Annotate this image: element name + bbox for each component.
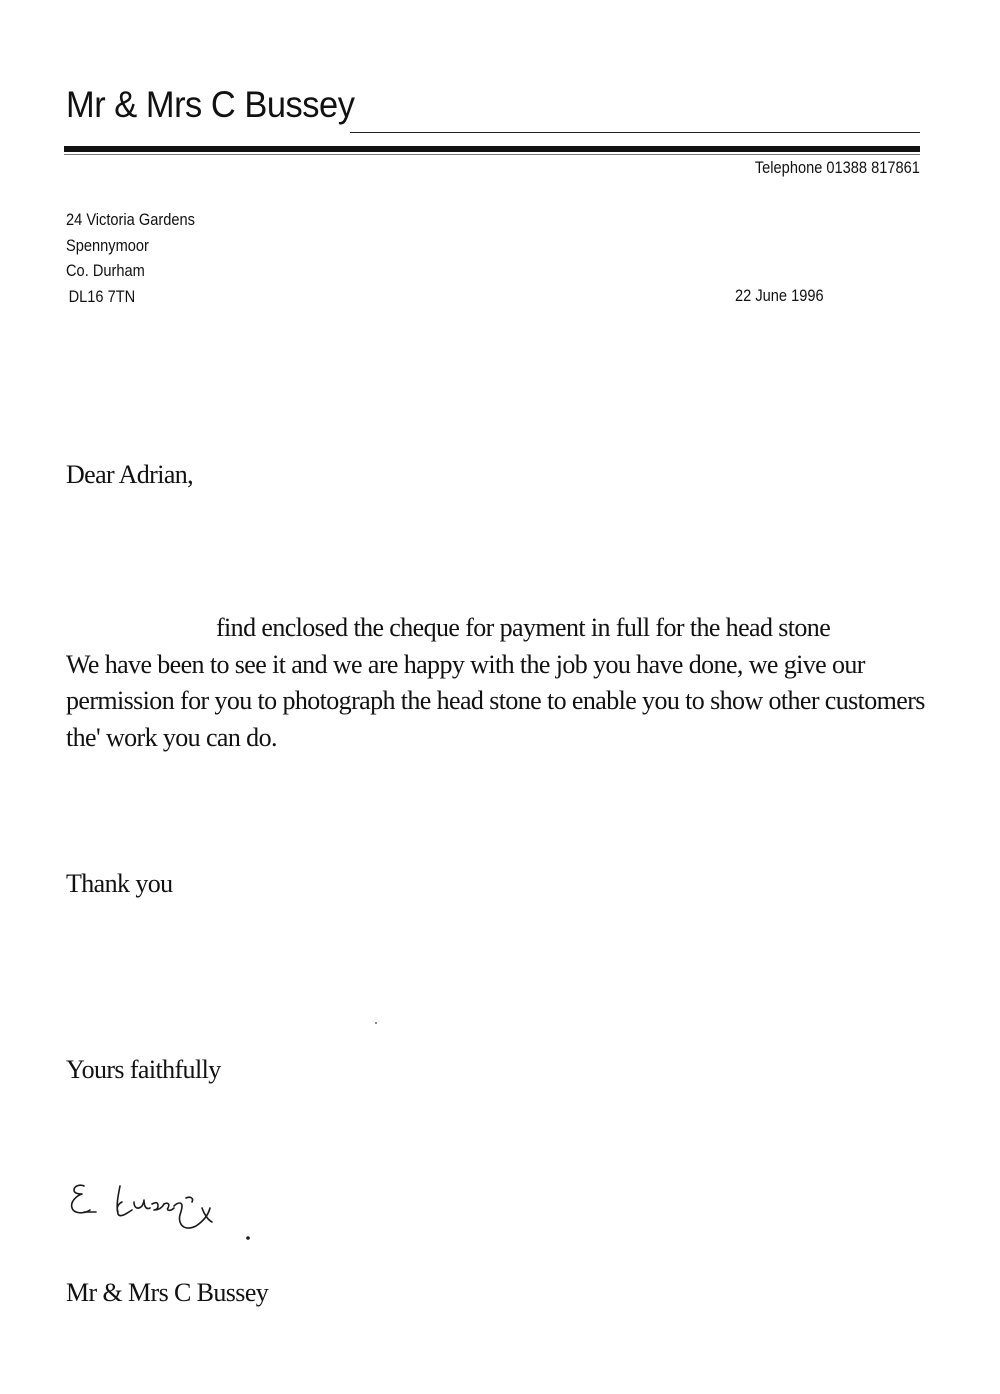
letterhead-under-rule <box>64 154 920 155</box>
address-line-street: 24 Victoria Gardens <box>66 210 195 229</box>
sender-address <box>66 207 195 309</box>
closing-sign-off: Yours faithfully <box>66 1055 221 1084</box>
address-postcode: DL16 7TN <box>68 286 136 306</box>
salutation: Dear Adrian, <box>66 460 194 489</box>
closing-thanks: Thank you <box>66 869 173 898</box>
letterhead-name: Mr & Mrs C Bussey <box>66 84 355 125</box>
body-line: the' work you can do. <box>66 722 277 752</box>
body-line: permission for you to photograph the head stone to enable you to show other customers <box>66 686 925 715</box>
letter-date: 22 June 1996 <box>735 286 824 305</box>
letter-body <box>66 610 926 756</box>
body-line: We have been to see it and we are happy with the job you have done, we give our <box>66 649 865 679</box>
signatory-name: Mr & Mrs C Bussey <box>66 1278 269 1307</box>
address-line-county: Co. Durham <box>66 261 145 280</box>
letterhead-thick-rule <box>64 146 920 152</box>
body-line: find enclosed the cheque for payment in full for the head stone <box>216 613 831 642</box>
address-line-town: Spennymoor <box>66 235 149 255</box>
scan-speck <box>375 1022 377 1024</box>
handwritten-signature <box>62 1172 272 1252</box>
telephone-number: Telephone 01388 817861 <box>754 158 920 177</box>
letterhead-thin-rule <box>350 132 920 133</box>
